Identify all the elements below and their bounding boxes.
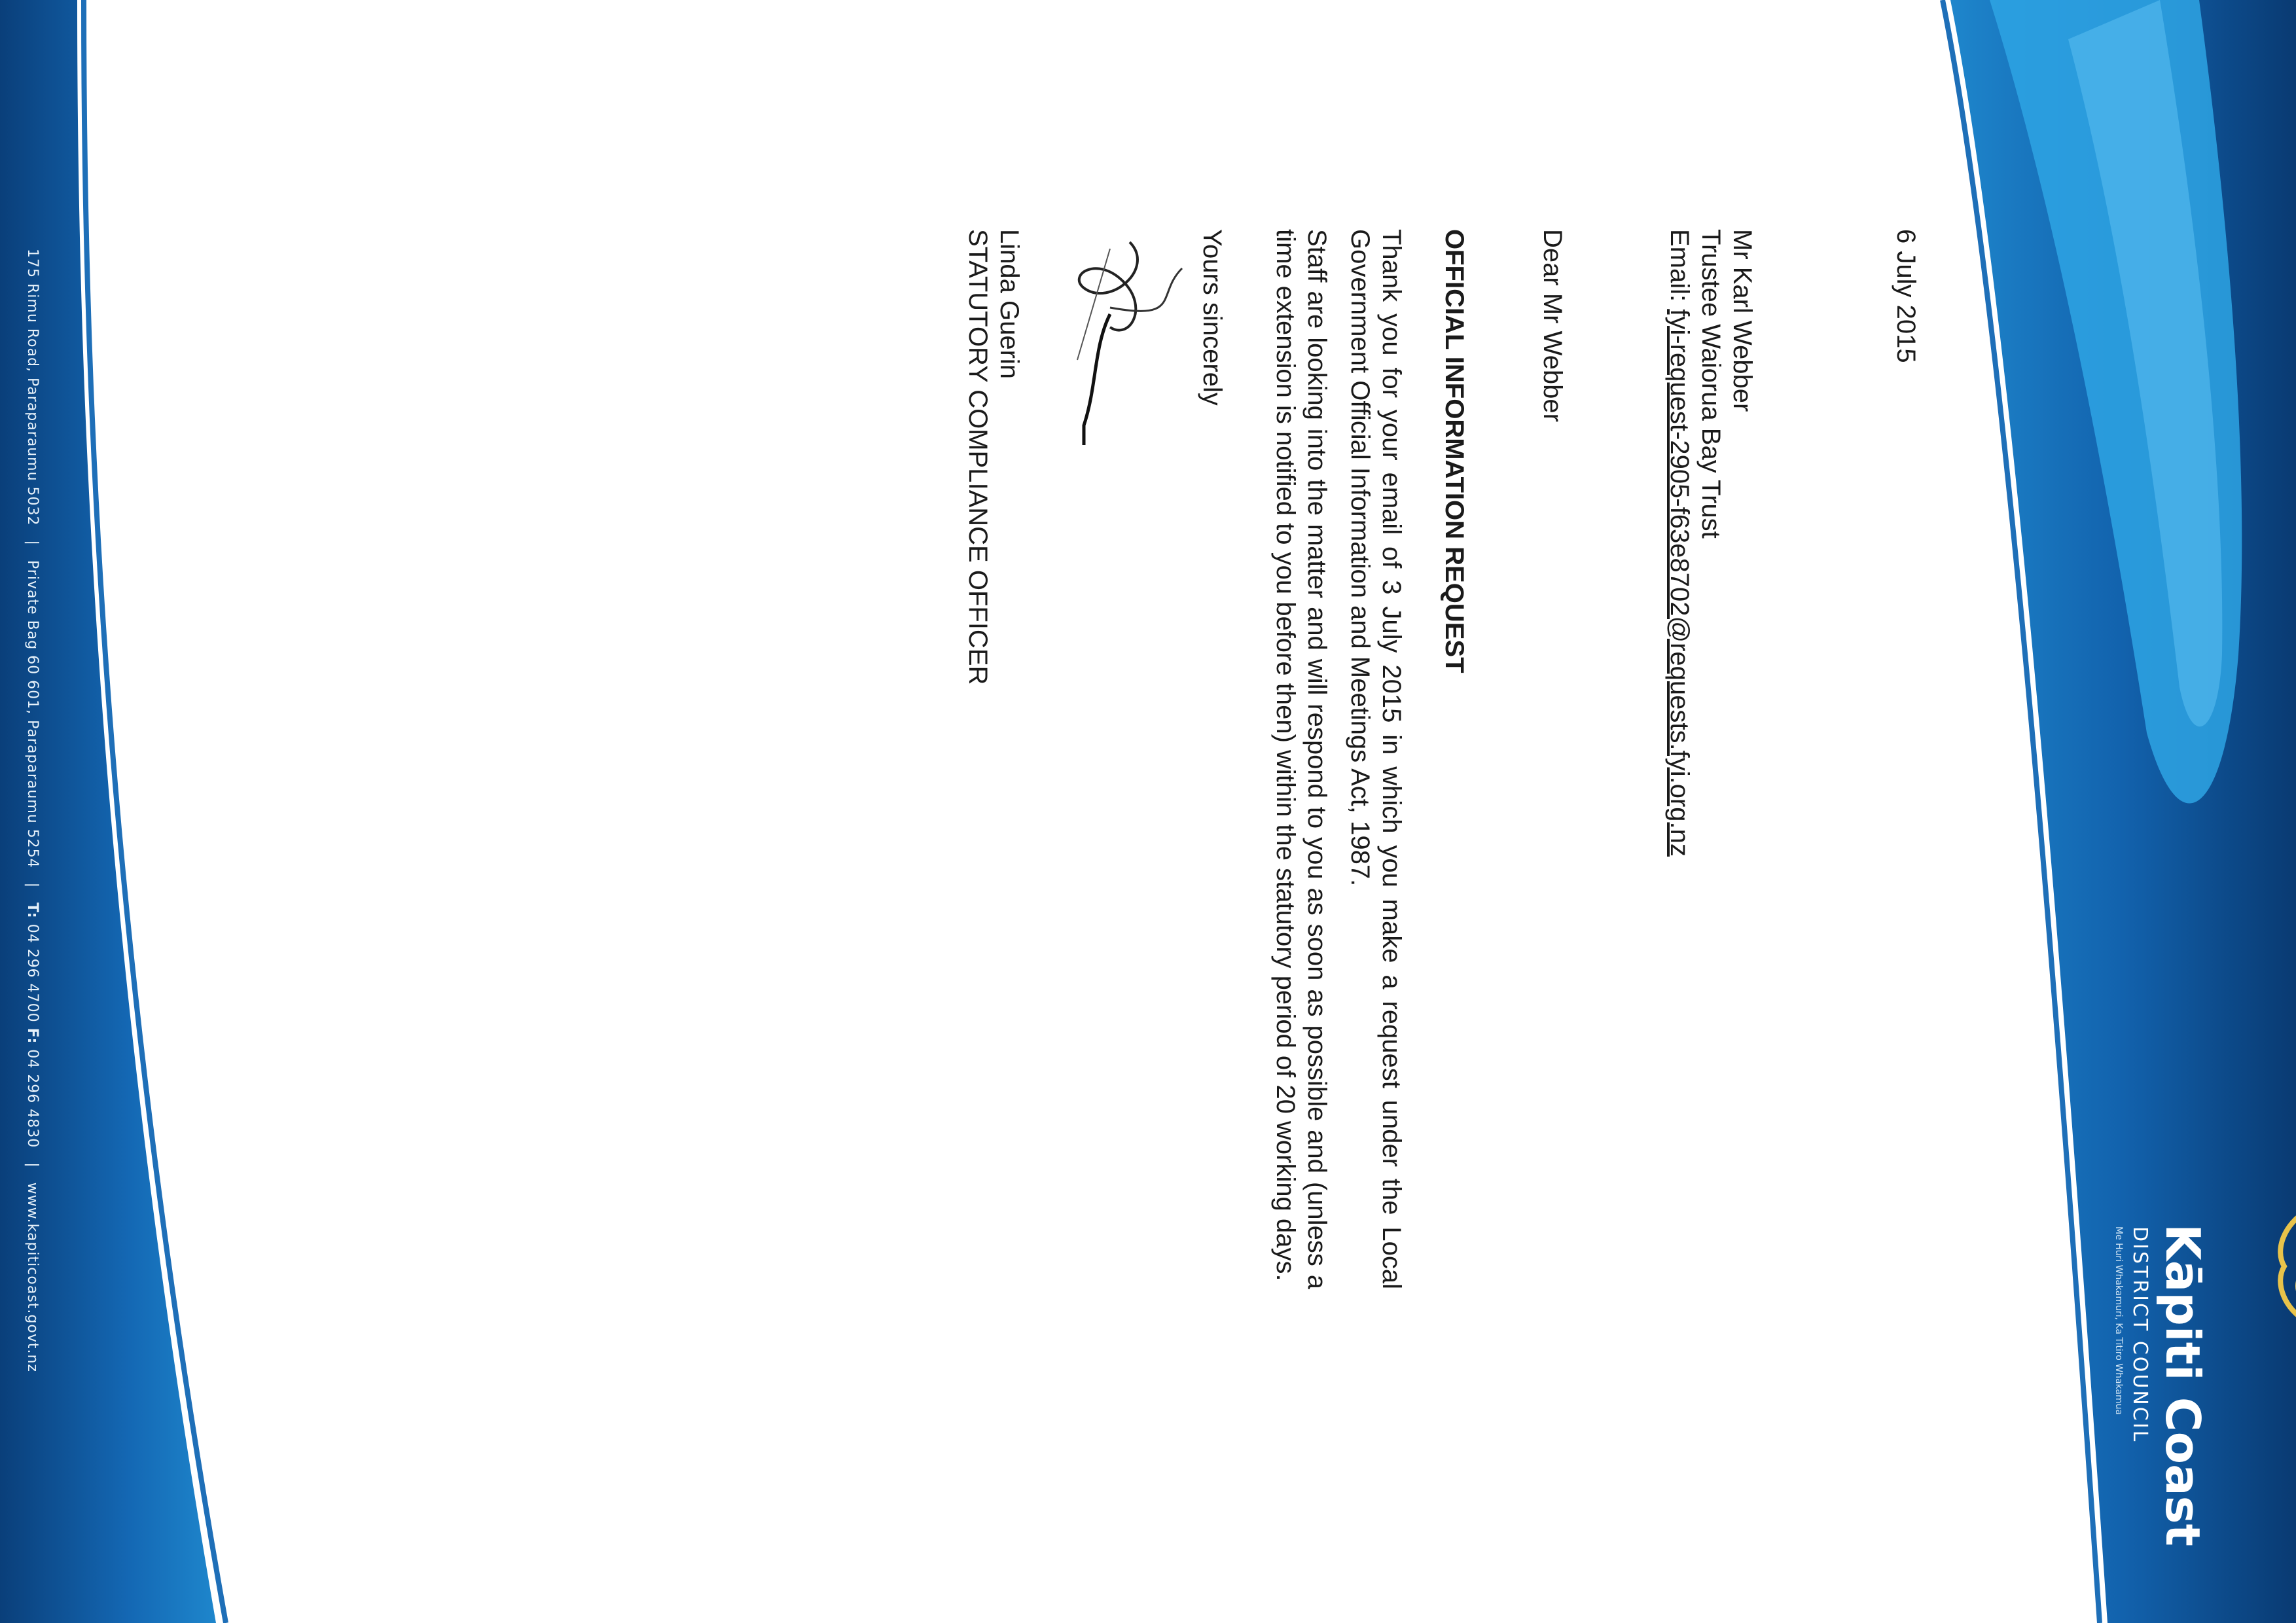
email-link[interactable]: fyi-request-2905-f63e8702@requests.fyi.org.nz — [1665, 309, 1694, 857]
logo-name: Kāpiti Coast — [2155, 1224, 2210, 1546]
signatory-name: Linda Guerin — [995, 229, 1024, 380]
footer-fax-label: F: — [24, 1027, 41, 1044]
paragraph-acknowledgement: Thank you for your email of 3 July 2015 in which you make a request under the Local Government Official Information and Meetings Act, 1987. — [1346, 229, 1406, 1289]
footer-separator: | — [24, 882, 41, 889]
footer-private-bag: Private Bag 60 601, Paraparaumu 5254 — [24, 560, 41, 868]
footer-separator: | — [24, 1162, 41, 1168]
letter-body — [678, 229, 1922, 1374]
footer-address: 175 Rimu Road, Paraparaumu 5032 — [24, 249, 41, 526]
email-label: Email: — [1665, 229, 1694, 302]
closing: Yours sincerely — [1198, 229, 1227, 406]
logo-tagline: Me Huri Whakamuri, Ka Titiro Whakamua — [2113, 1226, 2124, 1416]
footer-phone: 04 296 4700 — [24, 923, 41, 1023]
recipient-organisation: Trustee Waiorua Bay Trust — [1696, 229, 1725, 539]
recipient-email-line — [1664, 229, 1695, 857]
letter-date: 6 July 2015 — [1892, 229, 1920, 363]
handwritten-signature — [1038, 229, 1208, 452]
council-emblem-icon — [2268, 1204, 2296, 1329]
letterhead-footer — [24, 249, 41, 1558]
logo-subtitle: DISTRICT COUNCIL — [2128, 1226, 2151, 1444]
council-logo — [2026, 1224, 2209, 1590]
salutation: Dear Mr Webber — [1538, 229, 1567, 422]
signatory-title: STATUTORY COMPLIANCE OFFICER — [963, 229, 992, 685]
paragraph-response-timeframe: Staff are looking into the matter and will respond to you as soon as possible and (unless a time extension is notified to you before then) within the statutory period of 20 working days. — [1271, 229, 1331, 1289]
footer-website[interactable]: www.kapiticoast.govt.nz — [24, 1182, 41, 1372]
footer-fax: 04 296 4830 — [24, 1049, 41, 1149]
letter-heading: OFFICIAL INFORMATION REQUEST — [1440, 229, 1469, 673]
footer-phone-label: T: — [24, 902, 41, 919]
footer-separator: | — [24, 540, 41, 546]
recipient-name: Mr Karl Webber — [1728, 229, 1757, 412]
